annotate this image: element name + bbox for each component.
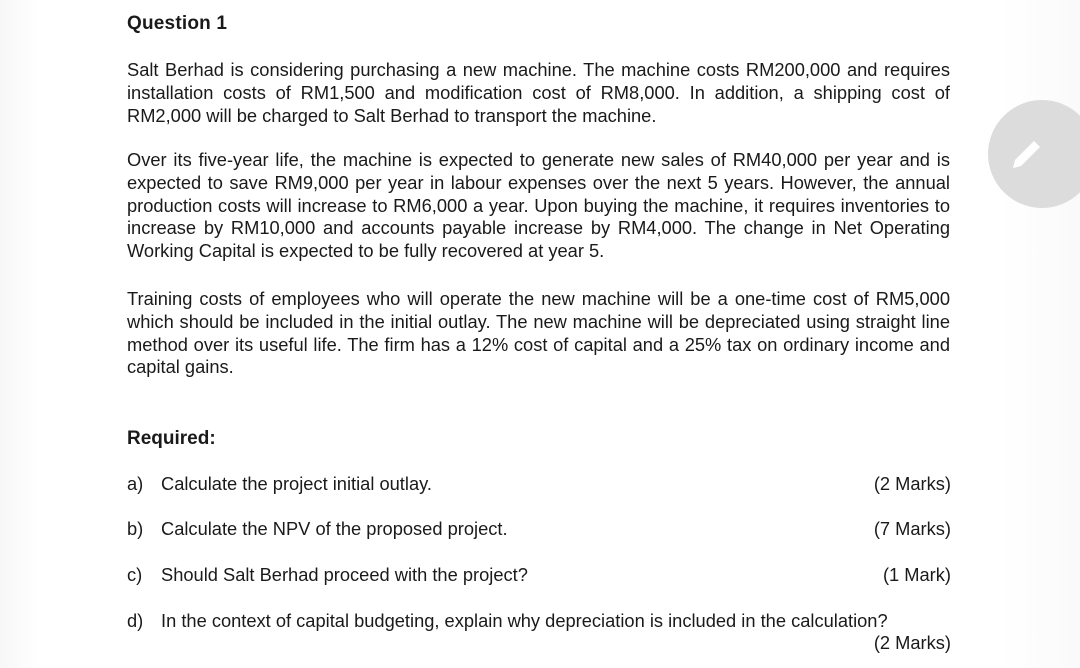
- item-letter: c): [127, 564, 143, 585]
- edit-button[interactable]: [988, 100, 1080, 208]
- pencil-edit-icon: [1007, 134, 1047, 174]
- item-marks: (2 Marks): [873, 632, 951, 653]
- item-letter: a): [127, 473, 144, 494]
- item-marks: (7 Marks): [873, 518, 951, 539]
- item-letter: d): [127, 610, 144, 631]
- paragraph-cash-flows: Over its five-year life, the machine is expected to generate new sales of RM40,000 per year and is expected to save RM9,000 per year in labour expenses over the next 5 years. However, the annual production costs will increase to RM6,000 a year. Upon buying the machine, it requires inventories to increase by RM10,000 and accounts payable increase by RM4,000. The change in Net Operating Working Capital is expected to be fully recovered at year 5.: [127, 149, 950, 262]
- item-text: Calculate the project initial outlay.: [161, 473, 432, 494]
- item-letter: b): [127, 518, 144, 539]
- paragraph-machine-costs: Salt Berhad is considering purchasing a new machine. The machine costs RM200,000 and requires installation costs of RM1,500 and modification cost of RM8,000. In addition, a shipping cost of RM2,000 will be charged to Salt Berhad to transport the machine.: [127, 59, 950, 126]
- item-text: In the context of capital budgeting, explain why depreciation is included in the calculation?: [161, 610, 888, 631]
- item-marks: (2 Marks): [873, 473, 951, 494]
- required-label: Required:: [127, 428, 216, 449]
- item-marks: (1 Mark): [882, 564, 951, 585]
- item-text: Calculate the NPV of the proposed project.: [161, 518, 508, 539]
- item-text: Should Salt Berhad proceed with the project?: [161, 564, 528, 585]
- question-title: Question 1: [127, 13, 228, 34]
- paragraph-training-depreciation: Training costs of employees who will operate the new machine will be a one-time cost of RM5,000 which should be included in the initial outlay. The new machine will be depreciated using straight line method over its useful life. The firm has a 12% cost of capital and a 25% tax on ordinary income and capital gains.: [127, 288, 950, 378]
